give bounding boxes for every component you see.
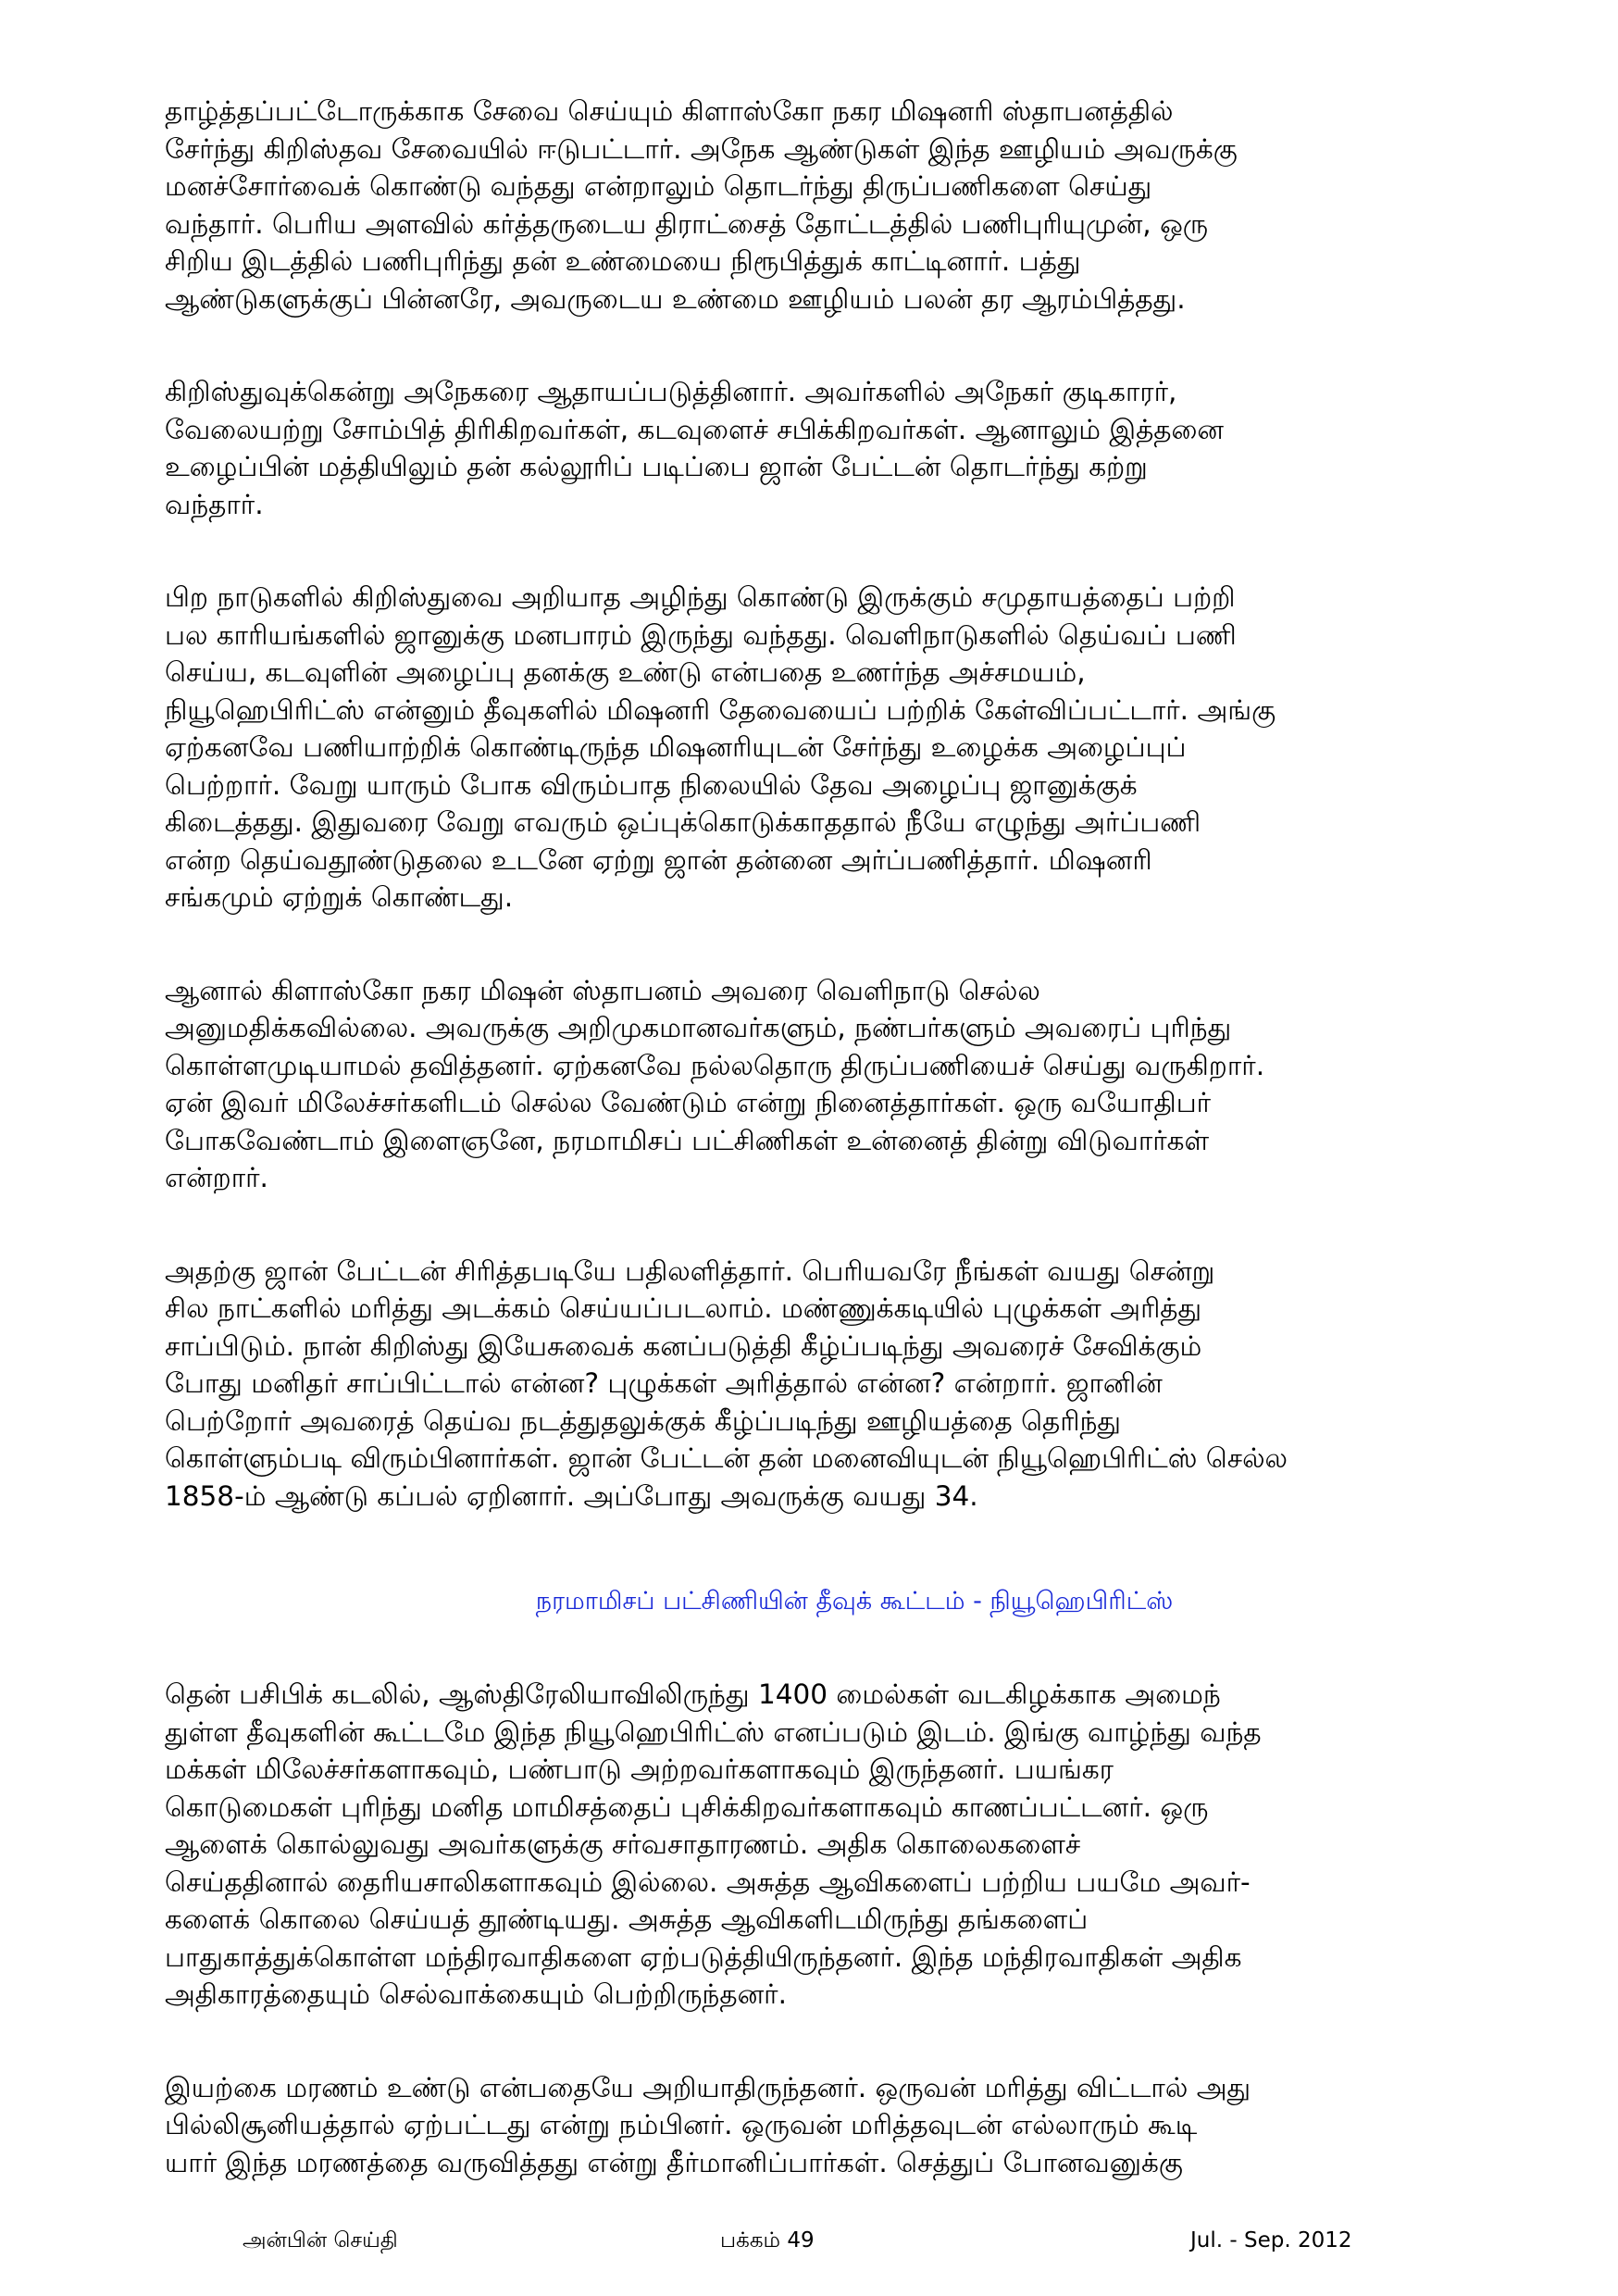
paragraph (165, 1676, 1544, 2014)
text-line: என்ற தெய்வதூண்டுதலை உடனே ஏற்று ஜான் தன்னை அர்ப்பணித்தார். மிஷனரி (165, 843, 1152, 876)
text-line: வேலையற்று சோம்பித் திரிகிறவர்கள், கடவுளைச் சபிக்கிறவர்கள். ஆனாலும் இத்தனை (165, 413, 1225, 445)
text-line: நியூஹெபிரிட்ஸ் என்னும் தீவுகளில் மிஷனரி தேவையைப் பற்றிக் கேள்விப்பட்டார். அங்கு (165, 693, 1276, 726)
text-line: தென் பசிபிக் கடலில், ஆஸ்திரேலியாவிலிருந்து 1400 மைல்கள் வடகிழக்காக அமைந் (165, 1678, 1221, 1710)
paragraph (165, 579, 1544, 917)
text-line: அதற்கு ஜான் பேட்டன் சிரித்தபடியே பதிலளித்தார். பெரியவரே நீங்கள் வயது சென்று (165, 1254, 1215, 1287)
text-line: வந்தார். பெரிய அளவில் கர்த்தருடைய திராட்சைத் தோட்டத்தில் பணிபுரியுமுன், ஒரு (165, 207, 1209, 240)
text-line: சேர்ந்து கிறிஸ்தவ சேவையில் ஈடுபட்டார். அநேக ஆண்டுகள் இந்த ஊழியம் அவருக்கு (165, 132, 1238, 165)
text-line: கொடுமைகள் புரிந்து மனித மாமிசத்தைப் புசிக்கிறவர்களாகவும் காணப்பட்டனர். ஒரு (165, 1791, 1209, 1823)
text-line: சாப்பிடும். நான் கிறிஸ்து இயேசுவைக் கனப்படுத்தி கீழ்ப்படிந்து அவரைச் சேவிக்கும் (165, 1329, 1202, 1362)
text-line: போது மனிதர் சாப்பிட்டால் என்ன? புழுக்கள் அரித்தால் என்ன? என்றார். ஜானின் (165, 1367, 1163, 1399)
text-line: கொள்ளமுடியாமல் தவித்தனர். ஏற்கனவே நல்லதொரு திருப்பணியைச் செய்து வருகிறார். (165, 1049, 1265, 1081)
paragraph (165, 972, 1544, 1197)
article-body (165, 93, 1544, 2237)
text-line: கிடைத்தது. இதுவரை வேறு எவரும் ஒப்புக்கொடுக்காததால் நீயே எழுந்து அர்ப்பணி (165, 806, 1201, 838)
footer-magazine-title: அன்பின் செய்தி (243, 2228, 398, 2252)
text-line: பெற்றோர் அவரைத் தெய்வ நடத்துதலுக்குக் கீழ்ப்படிந்து ஊழியத்தை தெரிந்து (165, 1404, 1122, 1437)
text-line: சில நாட்களில் மரித்து அடக்கம் செய்யப்படலாம். மண்ணுக்கடியில் புழுக்கள் அரித்து (165, 1292, 1202, 1324)
footer-page-number: பக்கம் 49 (720, 2228, 815, 2252)
text-line: மக்கள் மிலேச்சர்களாகவும், பண்பாடு அற்றவர்களாகவும் இருந்தனர். பயங்கர (165, 1753, 1114, 1785)
text-line: சங்கமும் ஏற்றுக் கொண்டது. (165, 881, 514, 913)
paragraph (165, 1253, 1544, 1516)
paragraph (165, 373, 1544, 523)
text-line: ஆண்டுகளுக்குப் பின்னரே, அவருடைய உண்மை ஊழியம் பலன் தர ஆரம்பித்தது. (165, 282, 1186, 315)
text-line: களைக் கொலை செய்யத் தூண்டியது. அசுத்த ஆவிகளிடமிருந்து தங்களைப் (165, 1903, 1089, 1935)
page-footer (0, 2222, 1618, 2259)
text-line: தாழ்த்தப்பட்டோருக்காக சேவை செய்யும் கிளாஸ்கோ நகர மிஷனரி ஸ்தாபனத்தில் (165, 95, 1174, 127)
text-line: ஆளைக் கொல்லுவது அவர்களுக்கு சர்வசாதாரணம். அதிக கொலைகளைச் (165, 1828, 1081, 1860)
text-line: அதிகாரத்தையும் செல்வாக்கையும் பெற்றிருந்தனர். (165, 1978, 787, 2010)
text-line: என்றார். (165, 1162, 268, 1193)
text-line: மனச்சோர்வைக் கொண்டு வந்தது என்றாலும் தொடர்ந்து திருப்பணிகளை செய்து (165, 170, 1152, 202)
text-line: 1858-ம் ஆண்டு கப்பல் ஏறினார். அப்போது அவருக்கு வயது 34. (165, 1479, 978, 1512)
text-line: பல காரியங்களில் ஜானுக்கு மனபாரம் இருந்து வந்தது. வெளிநாடுகளில் தெய்வப் பணி (165, 618, 1237, 651)
text-line: ஆனால் கிளாஸ்கோ நகர மிஷன் ஸ்தாபனம் அவரை வெளிநாடு செல்ல (165, 974, 1040, 1006)
text-line: ஏன் இவர் மிலேச்சர்களிடம் செல்ல வேண்டும் என்று நினைத்தார்கள். ஒரு வயோதிபர் (165, 1087, 1212, 1118)
text-line: கிறிஸ்துவுக்கென்று அநேகரை ஆதாயப்படுத்தினார். அவர்களில் அநேகர் குடிகாரர், (165, 376, 1177, 407)
paragraph (165, 93, 1544, 318)
text-line: பிற நாடுகளில் கிறிஸ்துவை அறியாத அழிந்து கொண்டு இருக்கும் சமுதாயத்தைப் பற்றி (165, 581, 1236, 613)
footer-issue-date: Jul. - Sep. 2012 (1190, 2228, 1352, 2252)
text-line: அனுமதிக்கவில்லை. அவருக்கு அறிமுகமானவர்களும், நண்பர்களும் அவரைப் புரிந்து (165, 1012, 1232, 1043)
text-line: பில்லிசூனியத்தால் ஏற்பட்டது என்று நம்பினர். ஒருவன் மரித்தவுடன் எல்லாரும் கூடி (165, 2109, 1198, 2140)
text-line: ஏற்கனவே பணியாற்றிக் கொண்டிருந்த மிஷனரியுடன் சேர்ந்து உழைக்க அழைப்புப் (165, 731, 1187, 763)
text-line: யார் இந்த மரணத்தை வருவித்தது என்று தீர்மானிப்பார்கள். செத்துப் போனவனுக்கு (165, 2146, 1183, 2178)
text-line: செய்ய, கடவுளின் அழைப்பு தனக்கு உண்டு என்பதை உணர்ந்த அச்சமயம், (165, 656, 1086, 688)
text-line: செய்ததினால் தைரியசாலிகளாகவும் இல்லை. அசுத்த ஆவிகளைப் பற்றிய பயமே அவர்- (165, 1866, 1251, 1898)
text-line: வந்தார். (165, 488, 264, 520)
paragraph (165, 2069, 1544, 2182)
text-line: சிறிய இடத்தில் பணிபுரிந்து தன் உண்மையை நிரூபித்துக் காட்டினார். பத்து (165, 245, 1081, 277)
text-line: பாதுகாத்துக்கொள்ள மந்திரவாதிகளை ஏற்படுத்தியிருந்தனர். இந்த மந்திரவாதிகள் அதிக (165, 1940, 1242, 1973)
text-line: துள்ள தீவுகளின் கூட்டமே இந்த நியூஹெபிரிட்ஸ் எனப்படும் இடம். இங்கு வாழ்ந்து வந்த (165, 1716, 1262, 1748)
text-line: இயற்கை மரணம் உண்டு என்பதையே அறியாதிருந்தனர். ஒருவன் மரித்து விட்டால் அது (165, 2071, 1251, 2103)
text-line: கொள்ளும்படி விரும்பினார்கள். ஜான் பேட்டன் தன் மனைவியுடன் நியூஹெபிரிட்ஸ் செல்ல (165, 1442, 1288, 1474)
section-heading: நரமாமிசப் பட்சிணியின் தீவுக் கூட்டம் - நியூஹெபிரிட்ஸ் (535, 1587, 1174, 1616)
text-line: உழைப்பின் மத்தியிலும் தன் கல்லூரிப் படிப்பை ஜான் பேட்டன் தொடர்ந்து கற்று (165, 451, 1148, 482)
text-line: போகவேண்டாம் இளைஞனே, நரமாமிசப் பட்சிணிகள் உன்னைத் தின்று விடுவார்கள் (165, 1124, 1210, 1156)
text-line: பெற்றார். வேறு யாரும் போக விரும்பாத நிலையில் தேவ அழைப்பு ஜானுக்குக் (165, 768, 1138, 801)
